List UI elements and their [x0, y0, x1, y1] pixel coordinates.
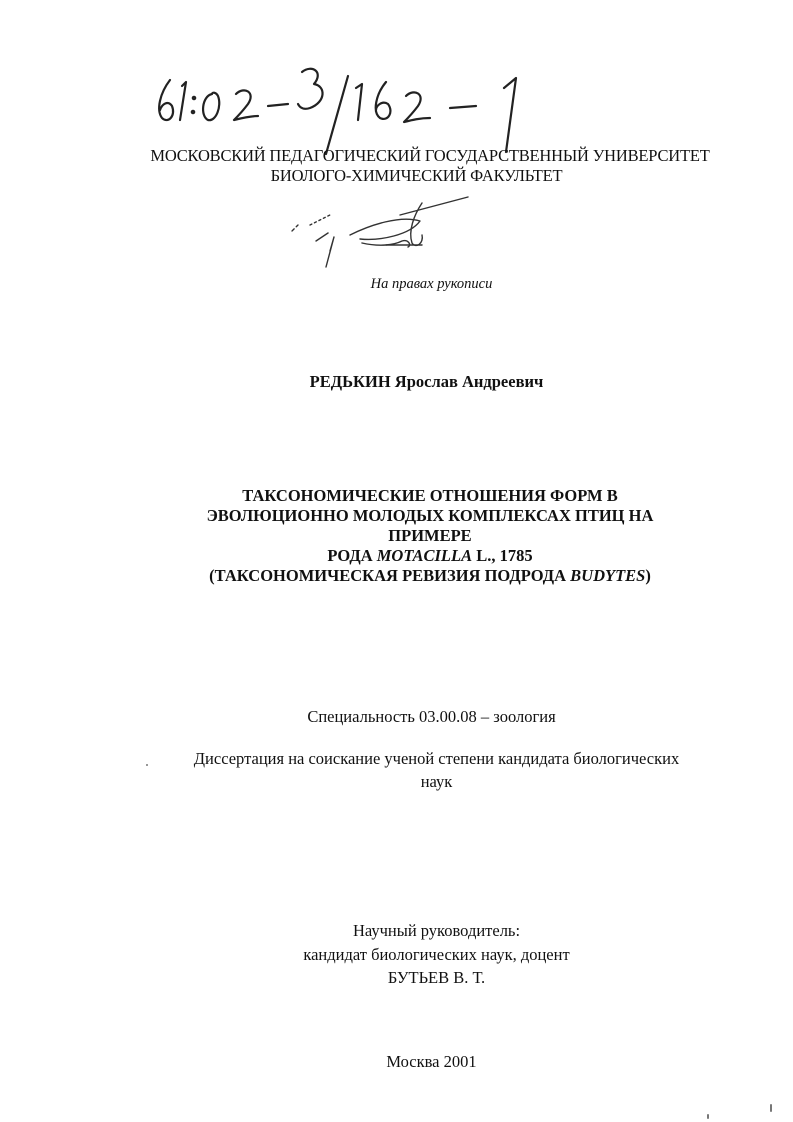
- signature-scribble: [290, 185, 480, 275]
- supervisor-degree: кандидат биологических наук, доцент: [303, 945, 570, 964]
- genus-name: MOTACILLA: [376, 546, 473, 565]
- author-name: [30, 372, 793, 392]
- title-line-4: [150, 546, 710, 566]
- scan-speck: [707, 1114, 709, 1119]
- handwritten-archive-number: [150, 58, 570, 158]
- supervisor-name: БУТЬЕВ В. Т.: [387, 968, 486, 987]
- author-surname: РЕДЬКИН: [309, 372, 391, 391]
- subgenus-name: BUDYTES: [570, 566, 646, 585]
- manuscript-note: На правах рукописи: [370, 276, 493, 292]
- title-line-4-suffix: L., 1785: [472, 546, 533, 565]
- supervisor-label: Научный руководитель:: [352, 921, 521, 940]
- title-line-4-prefix: РОДА: [327, 546, 377, 565]
- title-line-3: ПРИМЕРЕ: [388, 526, 472, 545]
- university-name: МОСКОВСКИЙ ПЕДАГОГИЧЕСКИЙ ГОСУДАРСТВЕННЫЙ УНИВЕРСИТЕТ: [150, 146, 710, 165]
- title-line-2: ЭВОЛЮЦИОННО МОЛОДЫХ КОМПЛЕКСАХ ПТИЦ НА: [206, 506, 654, 525]
- dissertation-title: [150, 486, 710, 586]
- scan-speck: [146, 764, 148, 766]
- title-line-5-suffix: ): [645, 566, 651, 585]
- specialty: Специальность 03.00.08 – зоология: [307, 707, 556, 726]
- dissertation-degree-line-1: Диссертация на соискание ученой степени кандидата биологических: [193, 749, 680, 768]
- title-line-5-prefix: (ТАКСОНОМИЧЕСКАЯ РЕВИЗИЯ ПОДРОДА: [209, 566, 571, 585]
- author-first-name: Ярослав Андреевич: [394, 372, 544, 391]
- title-line-1: ТАКСОНОМИЧЕСКИЕ ОТНОШЕНИЯ ФОРМ В: [242, 486, 618, 505]
- title-line-5: [150, 566, 710, 586]
- city-year: Москва 2001: [386, 1052, 477, 1071]
- dissertation-degree-line-2: наук: [420, 772, 453, 791]
- faculty-name: БИОЛОГО-ХИМИЧЕСКИЙ ФАКУЛЬТЕТ: [270, 166, 563, 185]
- scan-speck: [770, 1104, 772, 1112]
